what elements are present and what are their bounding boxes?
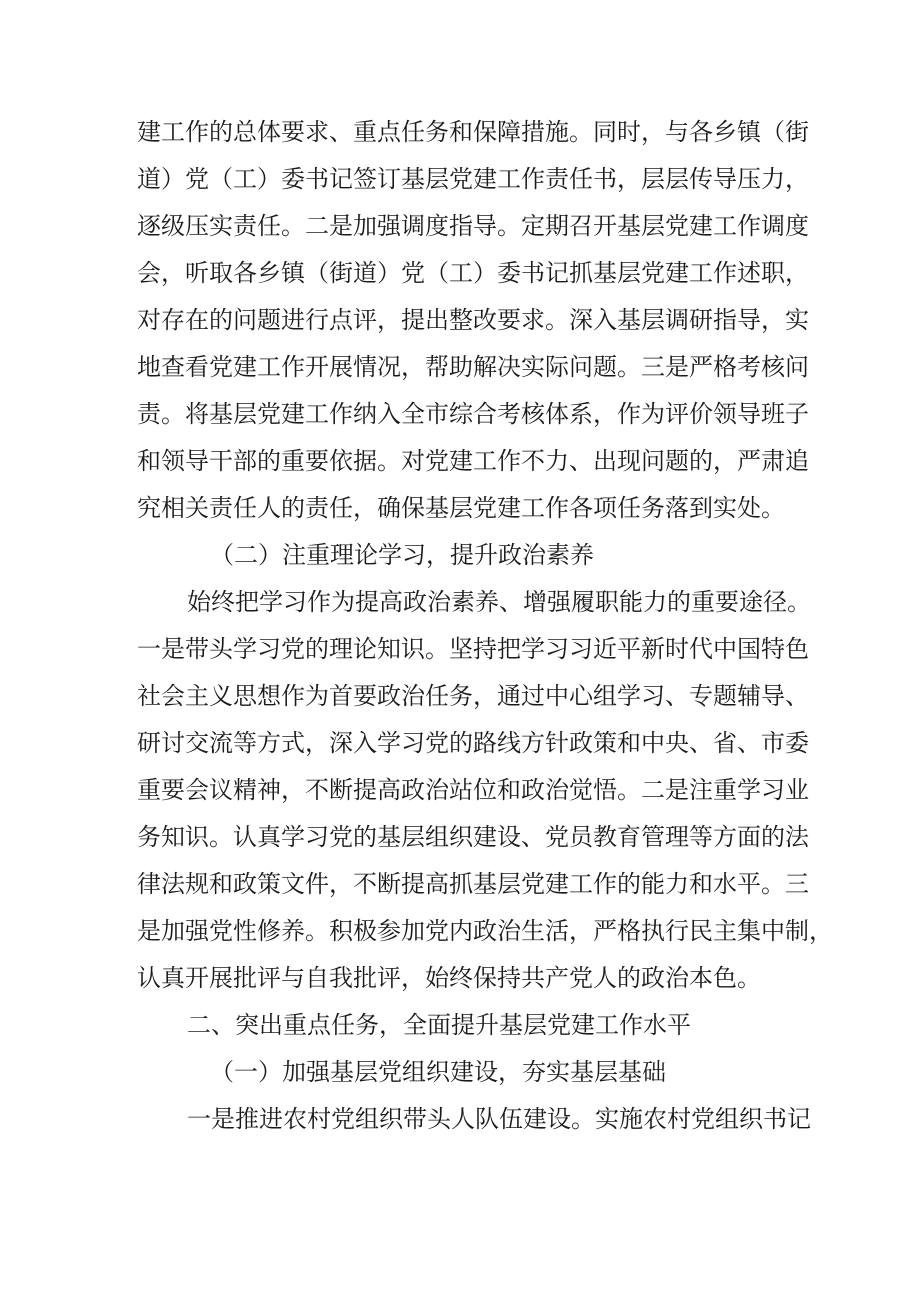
body-text-line: 逐级压实责任。二是加强调度指导。定期召开基层党建工作调度 <box>137 212 809 240</box>
paragraph-first-line: 始终把学习作为提高政治素养、增强履职能力的重要途径。 <box>187 588 811 616</box>
body-text-line: 对存在的问题进行点评，提出整改要求。深入基层调研指导，实 <box>137 306 809 334</box>
body-text-line: 地查看党建工作开展情况，帮助解决实际问题。三是严格考核问 <box>137 353 809 381</box>
body-text-line: 律法规和政策文件，不断提高抓基层党建工作的能力和水平。三 <box>137 870 809 898</box>
body-text-line: 和领导干部的重要依据。对党建工作不力、出现问题的，严肃追 <box>137 447 809 475</box>
body-text-line: 建工作的总体要求、重点任务和保障措施。同时，与各乡镇（街 <box>137 118 809 146</box>
section-heading: 二、突出重点任务，全面提升基层党建工作水平 <box>187 1011 691 1039</box>
body-text-line: 究相关责任人的责任，确保基层党建工作各项任务落到实处。 <box>137 494 785 522</box>
body-text-line: 责。将基层党建工作纳入全市综合考核体系，作为评价领导班子 <box>137 400 809 428</box>
body-text-line: 社会主义思想作为首要政治任务，通过中心组学习、专题辅导、 <box>137 682 809 710</box>
body-text-line: 认真开展批评与自我批评，始终保持共产党人的政治本色。 <box>137 964 761 992</box>
body-text-line: 会，听取各乡镇（街道）党（工）委书记抓基层党建工作述职， <box>137 259 809 287</box>
body-text-line: 重要会议精神，不断提高政治站位和政治觉悟。二是注重学习业 <box>137 776 809 804</box>
body-text-line: 一是带头学习党的理论知识。坚持把学习习近平新时代中国特色 <box>137 635 809 663</box>
paragraph-first-line: 一是推进农村党组织带头人队伍建设。实施农村党组织书记 <box>187 1105 811 1133</box>
body-text-line: 道）党（工）委书记签订基层党建工作责任书，层层传导压力， <box>137 165 809 193</box>
section-subheading: （二）注重理论学习，提升政治素养 <box>210 541 594 569</box>
section-subheading: （一）加强基层党组织建设，夯实基层基础 <box>210 1058 666 1086</box>
body-text-line: 研讨交流等方式，深入学习党的路线方针政策和中央、省、市委 <box>137 729 809 757</box>
body-text-line: 是加强党性修养。积极参加党内政治生活，严格执行民主集中制， <box>137 917 833 945</box>
body-text-line: 务知识。认真学习党的基层组织建设、党员教育管理等方面的法 <box>137 823 809 851</box>
